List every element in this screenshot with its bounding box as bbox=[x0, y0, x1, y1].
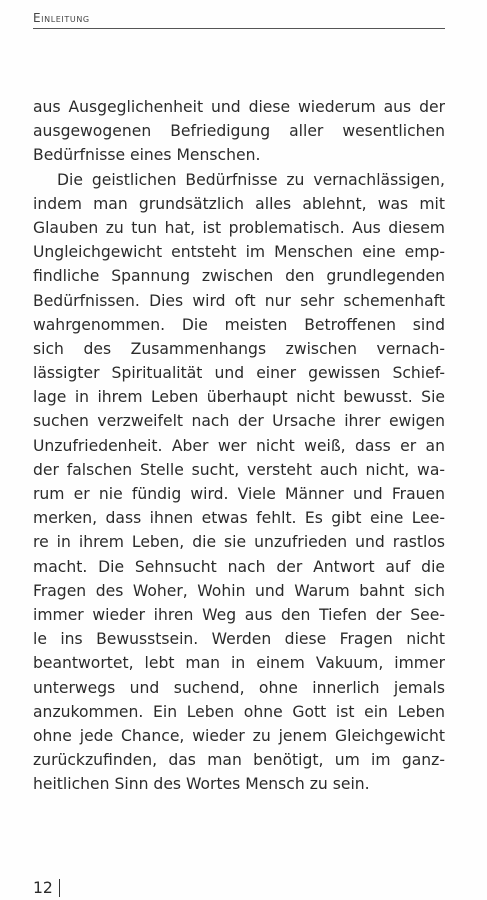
text-line: immer wieder ihren Weg aus den Tiefen der See- bbox=[33, 605, 445, 624]
text-line: Fragen des Woher, Wohin und Warum bahnt sich bbox=[33, 581, 445, 600]
text-line: der falschen Stelle sucht, versteht auch nicht, wa- bbox=[33, 460, 445, 479]
text-line: zurückzufinden, das man benötigt, um im ganz- bbox=[33, 751, 445, 770]
text-line: beantwortet, lebt man in einem Vakuum, immer bbox=[33, 654, 445, 673]
running-header bbox=[33, 8, 445, 29]
text-line: wahrgenommen. Die meisten Betroffenen sind bbox=[33, 315, 445, 334]
page-number: 12 bbox=[33, 879, 53, 897]
text-line: aus Ausgeglichenheit und diese wiederum aus der bbox=[33, 98, 445, 116]
text-line: Glauben zu tun hat, ist problematisch. Aus diesem bbox=[33, 218, 445, 237]
text-line: suchen verzweifelt nach der Ursache ihrer ewigen bbox=[33, 412, 445, 431]
text-line: merken, dass ihnen etwas fehlt. Es gibt eine Lee- bbox=[33, 509, 445, 528]
body-text bbox=[33, 95, 445, 796]
text-line: macht. Die Sehnsucht nach der Antwort auf die bbox=[33, 557, 445, 576]
running-header-title: Einleitung bbox=[33, 11, 90, 25]
text-line: unterwegs und suchend, ohne innerlich jemals bbox=[33, 678, 445, 697]
text-line: findliche Spannung zwischen den grundlegenden bbox=[33, 267, 445, 286]
text-line: Bedürfnisse eines Menschen. bbox=[33, 146, 261, 165]
page-footer bbox=[33, 878, 60, 898]
text-line: lage in ihrem Leben überhaupt nicht bewusst. Sie bbox=[33, 388, 445, 407]
text-line: Ungleichgewicht entsteht im Menschen eine emp- bbox=[33, 243, 445, 262]
paragraph-first-line: Die geistlichen Bedürfnisse zu vernachlässigen, bbox=[57, 170, 445, 189]
footer-divider bbox=[59, 879, 60, 897]
text-line: ohne jede Chance, wieder zu jenem Gleichgewicht bbox=[33, 726, 445, 745]
text-line: indem man grundsätzlich alles ablehnt, was mit bbox=[33, 194, 445, 213]
text-line: re in ihrem Leben, die sie unzufrieden und rastlos bbox=[33, 533, 445, 552]
text-line: rum er nie fündig wird. Viele Männer und Frauen bbox=[33, 485, 445, 503]
text-line: le ins Bewusstsein. Werden diese Fragen nicht bbox=[33, 630, 445, 649]
text-line: Bedürfnissen. Dies wird oft nur sehr schemenhaft bbox=[33, 291, 445, 310]
text-line: ausgewogenen Befriedigung aller wesentlichen bbox=[33, 122, 445, 141]
text-line: anzukommen. Ein Leben ohne Gott ist ein Leben bbox=[33, 702, 445, 721]
text-line: heitlichen Sinn des Wortes Mensch zu sein. bbox=[33, 775, 370, 794]
text-line: sich des Zusammenhangs zwischen vernach- bbox=[33, 339, 445, 358]
text-line: lässigter Spiritualität und einer gewissen Schief- bbox=[33, 364, 445, 383]
text-line: Unzufriedenheit. Aber wer nicht weiß, dass er an bbox=[33, 436, 445, 455]
